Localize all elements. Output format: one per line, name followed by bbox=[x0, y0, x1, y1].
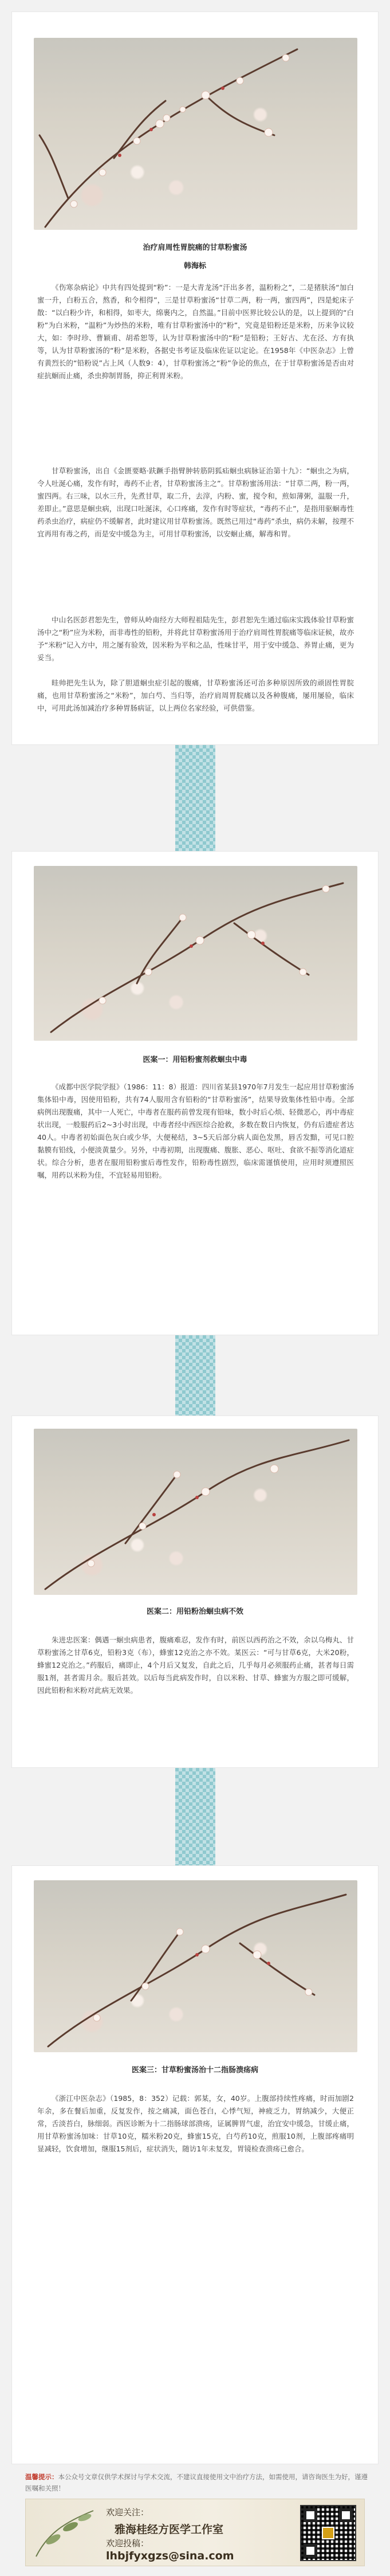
banner-submit-label: 欢迎投稿： bbox=[106, 2538, 149, 2548]
decorative-connector bbox=[175, 1335, 215, 1416]
leaf-decoration-icon bbox=[30, 2505, 99, 2562]
banner-studio-name: 雅海桂经方医学工作室 bbox=[115, 2523, 224, 2536]
plum-blossom-photo bbox=[34, 1880, 357, 2052]
author-name: 韩海标 bbox=[183, 262, 206, 270]
article-title: 治疗肩周性胃脘痛的甘草粉蜜汤 bbox=[143, 244, 247, 252]
case3-paragraph: 《浙江中医杂志》（1985，8：352）记载：郭某，女，40岁。上腹部持续性疼痛，时而加剧2年余，多在餐后加重，反复发作，按之痛减，面色苍白，心悸气短，神疲乏力，胃纳减少，大便正常，舌淡苔白，脉细弱。西医诊断为十二指肠球部溃疡，证属脾胃气虚，治宜安中缓急，甘缓止痛，用甘草粉蜜汤加味：甘草10克，糯米粉20克，蜂蜜15克，白芍药10克，煎服10剂，上腹部疼痛明显减轻，饮食增加，继服15剂后，症状消失，随访1年未复发，胃镜检查溃疡已愈合。 bbox=[37, 2094, 354, 2153]
disclaimer-label: 温馨提示： bbox=[25, 2473, 58, 2481]
intro-paragraph-1: 《伤寒杂病论》中共有四处提到“粉”：一是大青龙汤“汗出多者，温粉粉之”，二是猪肤汤“加白蜜一升，白粉五合，熬香，和令相得”，三是甘草粉蜜汤“甘草二两，粉一两，蜜四两”，四是蛇床子散：“以白粉少许，和相得，如枣大，绵裹内之，自然温。”目前中医界比较公认的是，以上提到的“白粉”为白米粉，“温粉”为炒热的米粉，唯有甘草粉蜜汤中的“粉”，究竟是铅粉还是米粉，历来争议较大，如：李时珍、曹颖甫、胡希恕等，认为甘草粉蜜汤中的“粉”是铅粉；王好古、尤在泾、方有执等，认为甘草粉蜜汤的“粉”是米粉，各据史书考证及临床佐证以定论。在1958年《中医杂志》上曾有黄烈长的“铅粉说”占上风（人数9：4），甘草粉蜜汤之“粉”争论的焦点，在于甘草粉蜜汤是否由对症抗蛔而止痛，杀虫抑制胃肠，抑正利胃米粉。 bbox=[37, 283, 354, 380]
plum-blossom-photo bbox=[34, 1429, 357, 1595]
decorative-connector bbox=[175, 1768, 215, 1865]
banner-follow-label: 欢迎关注： bbox=[106, 2507, 149, 2518]
case1-paragraph: 《成都中医学院学报》（1986：11：8）报道：四川省某县1970年7月发生一起应用甘草粉蜜汤集体铅中毒，因使用铅粉，共有74人服用含有铅粉的“甘草粉蜜汤”，结果导致集体性铅中毒。全部病例出现腹痛，其中一人死亡，中毒者在服药前曾发现有铅味，数小时后心烦、轻微恶心，再中毒症状出现，一般服药后2~3小时出现，中毒者经中西医综合抢救，多数在数日内恢复，仍有后遗症者达40人。中毒者初始面色灰白或少华，大便秘结，3~5天后部分病人面色发黑，唇舌发黯，可见口腔黏膜有铅线，小便淡黄量少。另外，中毒初期，出现腹痛、腹胀、恶心、呕吐、食欲不振等消化道症状。综合分析，患者在服用铅粉蜜后毒性发作，铅粉毒性剧烈，临床需谨慎使用，应用时须遵照医嘱，用药以米粉为佳，不宜轻易用铅粉。 bbox=[37, 1083, 354, 1179]
follow-banner bbox=[25, 2499, 365, 2566]
article-section-case1 bbox=[11, 851, 379, 1335]
article-section-case3 bbox=[11, 1865, 379, 2464]
intro-paragraph-2: 甘草粉蜜汤，出自《金匮要略·趺蹶手指臂肿转筋阴狐疝蛔虫病脉证治第十九》：“蛔虫之为病，令人吐涎心痛，发作有时，毒药不止者，甘草粉蜜汤主之”。甘草粉蜜汤用法：“甘草二两，粉一两，蜜四两。右三味，以水三升，先煮甘草，取二升，去滓，内粉、蜜，搅令和，煎如薄粥，温服一升，差即止。”意思是蛔虫病，出现口吐涎沫，心口疼痛，发作有时等症状，“毒药不止”，是指用驱蛔毒性药杀虫治疗，病症仍不缓解者，此时建议用甘草粉蜜汤。既然已用过“毒药”杀虫，病仍未解，按理不宜再用有毒之药，而是安中缓急为主，可用甘草粉蜜汤，以安蛔止痛，解毒和胃。 bbox=[37, 466, 354, 538]
decorative-connector bbox=[175, 745, 215, 851]
article-section-case2 bbox=[11, 1416, 379, 1768]
intro-paragraph-4: 眭帅把先生认为，除了胆道蛔虫症引起的腹痛，甘草粉蜜汤还可治多种原因所致的顽固性胃脘痛，也用甘草粉蜜汤之“米粉”，加白芍、当归等，治疗肩周胃脘痛以及各种腹痛，屡用屡验，临床中，可用此汤加减治疗多种胃肠病证，以上两位名家经验，可供借鉴。 bbox=[37, 679, 354, 712]
case3-caption: 医案三：甘草粉蜜汤治十二指肠溃疡病 bbox=[131, 2066, 258, 2075]
qr-code-icon bbox=[300, 2505, 356, 2561]
disclaimer-text: 本公众号文章仅供学术探讨与学术交流，不建议直接使用文中治疗方法，如需使用，请咨询医生为好，谨遵医嘱和关照！ bbox=[25, 2473, 368, 2492]
case1-caption: 医案一：用铅粉蜜剂救蛔虫中毒 bbox=[143, 1056, 247, 1064]
intro-paragraph-3: 中山名医彭君恕先生，曾师从岭南经方大师程祖陆先生，彭君恕先生通过临床实践体验甘草粉蜜汤中之“粉”应为米粉，而非毒性的铅粉，并将此甘草粉蜜汤用于治疗肩周性胃脘痛等临床证候，故亦予“米粉”记入方中，用之屡有验效，因米粉为平和之品，性味甘平，用于安中缓急、养胃止痛，更为妥当。 bbox=[37, 615, 354, 662]
case2-paragraph: 朱进忠医案：偶遇一蛔虫病患者，腹痛难忍，发作有时，前医以西药治之不效，余以乌梅丸、甘草粉蜜汤之甘草6克，铅粉3克（布），蜂蜜12克治之亦不效。某医云：“可与甘草6克，大米20粉，蜂蜜12克治之。”药服后，痛即止，4个月后又复发，自此之后，几乎每月必须服药止痛，甚者每日需服1剂，甚者需月余。服后甚效。以后每当此病发作时，自以米粉、甘草、蜂蜜为方服之即可缓解，因此铅粉和米粉对此病无效果。 bbox=[37, 1636, 354, 1695]
article-section-intro bbox=[11, 11, 379, 745]
case2-caption: 医案二：用铅粉治蛔虫病不效 bbox=[146, 1607, 243, 1616]
banner-email[interactable]: lhbjfyxgzs@sina.com bbox=[106, 2550, 234, 2562]
disclaimer-note bbox=[25, 2471, 369, 2494]
plum-blossom-photo bbox=[34, 866, 357, 1041]
plum-blossom-photo bbox=[34, 38, 357, 230]
